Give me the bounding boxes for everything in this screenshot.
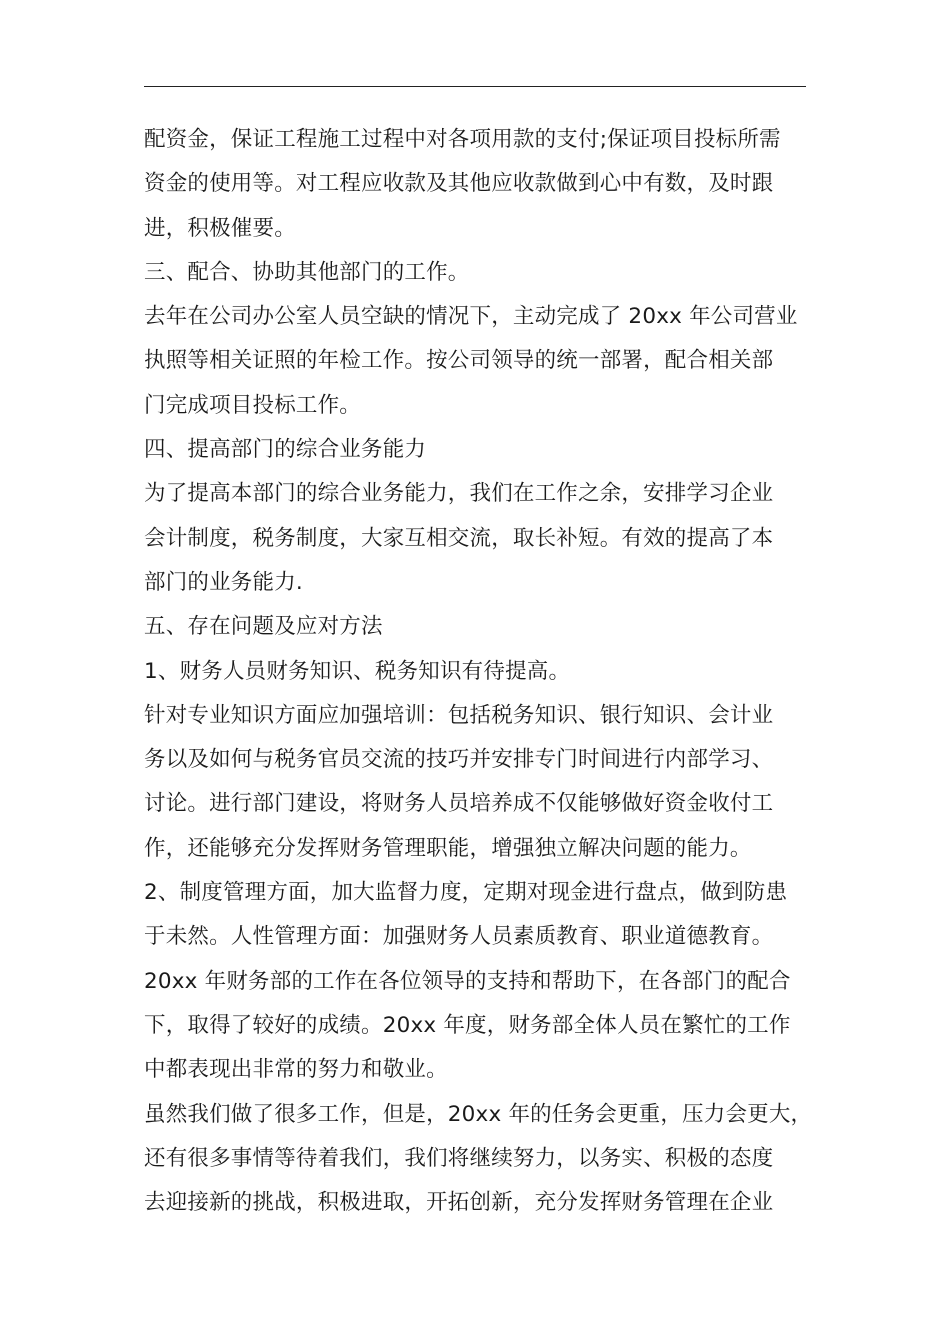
paragraph: [144, 428, 820, 472]
text-line: 2、制度管理方面，加大监督力度，定期对现金进行盘点，做到防患: [144, 880, 788, 906]
text-line: 中都表现出非常的努力和敬业。: [144, 1057, 448, 1083]
text-line: 四、提高部门的综合业务能力: [144, 437, 427, 463]
text-line: 部门的业务能力.: [144, 569, 303, 595]
text-line: 讨论。进行部门建设，将财务人员培养成不仅能够做好资金收付工: [144, 791, 774, 817]
paragraph: [144, 605, 820, 649]
text-line: 还有很多事情等待着我们，我们将继续努力，以务实、积极的态度: [144, 1145, 774, 1171]
text-line: 针对专业知识方面应加强培训：包括税务知识、银行知识、会计业: [144, 702, 774, 728]
text-line: 配资金，保证工程施工过程中对各项用款的支付;保证项目投标所需: [144, 127, 781, 152]
text-line: 20xx 年财务部的工作在各位领导的支持和帮助下，在各部门的配合: [144, 968, 791, 994]
paragraph: [144, 118, 820, 251]
header-rule: [144, 86, 806, 87]
text-line: 资金的使用等。对工程应收款及其他应收款做到心中有数，及时跟: [144, 171, 774, 197]
paragraph: [144, 871, 820, 960]
paragraph: [144, 1093, 820, 1226]
text-line: 去年在公司办公室人员空缺的情况下，主动完成了 20xx 年公司营业: [144, 304, 798, 330]
paragraph: [144, 960, 820, 1093]
text-line: 进，积极催要。: [144, 215, 296, 241]
paragraph: [144, 650, 820, 694]
text-line: 去迎接新的挑战，积极进取，开拓创新，充分发挥财务管理在企业: [144, 1190, 774, 1216]
text-line: 1、财务人员财务知识、税务知识有待提高。: [144, 658, 571, 684]
text-line: 于未然。人性管理方面：加强财务人员素质教育、职业道德教育。: [144, 924, 774, 950]
document-body: [144, 118, 820, 1225]
text-line: 五、存在问题及应对方法: [144, 614, 383, 640]
paragraph: [144, 694, 820, 871]
text-line: 为了提高本部门的综合业务能力，我们在工作之余，安排学习企业: [144, 481, 774, 507]
text-line: 三、配合、协助其他部门的工作。: [144, 259, 470, 285]
paragraph: [144, 472, 820, 605]
text-line: 作，还能够充分发挥财务管理职能，增强独立解决问题的能力。: [144, 835, 752, 861]
text-line: 务以及如何与税务官员交流的技巧并安排专门时间进行内部学习、: [144, 747, 774, 773]
text-line: 执照等相关证照的年检工作。按公司领导的统一部署，配合相关部: [144, 348, 774, 374]
text-line: 门完成项目投标工作。: [144, 392, 362, 418]
text-line: 虽然我们做了很多工作，但是，20xx 年的任务会更重，压力会更大，: [144, 1101, 813, 1127]
text-line: 会计制度，税务制度，大家互相交流，取长补短。有效的提高了本: [144, 525, 774, 551]
text-line: 下，取得了较好的成绩。20xx 年度，财务部全体人员在繁忙的工作: [144, 1012, 791, 1038]
paragraph: [144, 295, 820, 428]
paragraph: [144, 251, 820, 295]
